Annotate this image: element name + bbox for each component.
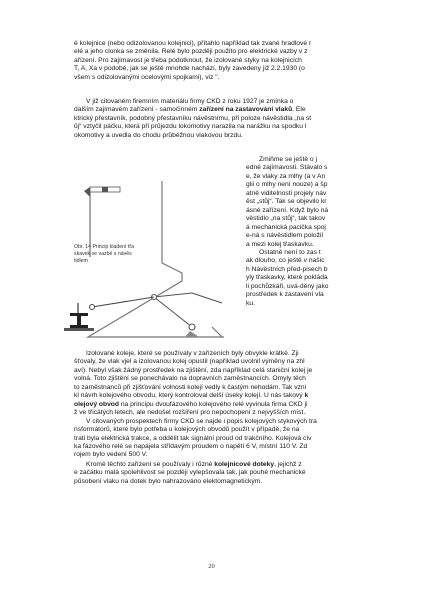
text-line: volná. Toto zjištění se ponechávalo na dopravních zaměstnancích. Omyly těch xyxy=(74,375,306,383)
text-line: e, že vlaky za mlhy (a v An xyxy=(246,172,326,180)
side-text xyxy=(246,156,354,308)
text-run: . Ele xyxy=(292,106,306,114)
text-run: kl návrh kolejového obvodu, který kontroloval delší úseky kolejí. U nás takový xyxy=(74,392,305,400)
paragraph-4 xyxy=(74,461,354,486)
text-line: ktrický přestavník, podobný přestavníku návěstnímu, při poloze návěstidla „na st xyxy=(74,114,312,122)
lever-mechanism xyxy=(152,293,223,337)
text-line: atně viditelnosti projely náv xyxy=(246,189,327,197)
text-line: e začátku malá spolehlivost se později vylepšovala tak, jak pouhé mechanické xyxy=(74,469,306,477)
text-line: ak dlouho, co ještě v našic xyxy=(246,257,325,265)
text-line: Ostatně není to zas t xyxy=(259,248,321,256)
text-line: šťovaly, že vlak vjel a izolovanou kolej opustil (například uvolnil výměny na zhl xyxy=(74,358,305,366)
page-number: 20 xyxy=(208,563,215,570)
text-run: Kromě těchto zařízení se používaly i různé xyxy=(86,461,215,468)
text-line xyxy=(74,401,354,409)
detonator-lever-icon xyxy=(72,297,154,315)
bold-term: kolejnicové doteky xyxy=(214,461,275,468)
text-line: ěst „stůj“. Tak se objevilo kr xyxy=(246,198,327,206)
text-line: ka fázového relé se napájela střídavým proudem o napětí 6 V, místní 110 V. Zd xyxy=(74,442,308,450)
text-line: působení vlaku na dotek bylo nahrazováno elektomagnetickým. xyxy=(74,477,263,485)
text-line: glii o mlhy není nouze) a šp xyxy=(246,181,328,189)
text-line: aví). Nebyl však žádný prostředek na zjištění, zda například celá staniční kolej je xyxy=(74,366,313,374)
text-line: T, A, Xa v podobě, jak se ještě mnohde nachází, byly zavedeny již 2.2.1930 (o xyxy=(74,65,305,73)
text-line: ku. xyxy=(246,299,255,307)
text-run: , jejichž z xyxy=(274,461,302,468)
figure-caption xyxy=(74,244,154,265)
text-line: věstidlo „na stůj“, tak takov xyxy=(246,215,326,223)
caption-line: skavek ve vazbě s návěs xyxy=(74,251,132,257)
text-line: ůj“ vztyčil páčku, která při průjezdu lokomotivy narazila na narážku na spodku l xyxy=(74,123,307,131)
text-line xyxy=(74,392,354,400)
text-line: Izolované koleje, které se používaly v zařízeních byly obvykle krátké. Zji xyxy=(86,350,299,357)
text-line: prostředek k zastavení vla xyxy=(246,291,324,299)
text-line: okomotivy a uvedla do chodu průběžnou vlakovou brzdu. xyxy=(74,131,243,139)
paragraph-2 xyxy=(74,98,354,140)
text-line: á mechanická pacička spoj xyxy=(246,223,326,231)
text-line: yly třaskavky, které pokláda xyxy=(246,274,328,282)
text-run: na principu dvoufázového kolejového relé vyvinula firma ČKD ji xyxy=(118,400,308,408)
bold-term: olejový obvod xyxy=(74,400,119,408)
bold-term: k xyxy=(304,392,309,400)
text-line: é kolejnice (nebo odizolovanou kolejnici), přítahlo například tak zvané hradlové r xyxy=(74,40,312,47)
text-run: dalším zajímavém zařízení - samočinném xyxy=(74,106,200,114)
caption-line: Obr. 14 Princip kladení třa xyxy=(74,244,134,250)
bold-term: zařízení na zastavování vlaků xyxy=(199,106,293,114)
text-line: li pochůzkáři, uvá-děny jako xyxy=(246,282,329,290)
paragraph-1 xyxy=(74,40,354,82)
text-line: V již citovaném firemním materiálu firmy ČKD z roku 1927 je zmínka o xyxy=(86,98,294,105)
text-line: rojem bylo vedení 500 V. xyxy=(74,451,148,459)
caption-line: tidlem xyxy=(74,258,88,264)
text-line: ásné zařízení. Když bylo ná xyxy=(246,206,329,214)
text-line: ařízení. Pro zajímavost je třeba podotknout, že izolované styky na kolejnicích xyxy=(74,56,302,64)
paragraph-3 xyxy=(74,350,354,460)
text-line: nsformátorů, které bylo potřeba u kolejových obvodů použít v případě, že na xyxy=(74,426,300,434)
rail-profile-icon xyxy=(64,313,94,331)
text-line: všem s odizolovanými ocelovými spojkami), viz ". xyxy=(74,73,220,81)
text-line: edné zajímavosti. Stávalo s xyxy=(246,164,328,172)
text-line xyxy=(74,461,354,469)
text-line: V citovaných prospektech firmy ČKD se najde i popis kolejových stykových tra xyxy=(86,417,317,425)
text-line: e-ná s návěstidlem položil xyxy=(246,232,323,240)
text-line: trati byla elektrická trakce, a oddělit tak signální proud od trakčního. Kolejová cív xyxy=(74,434,312,442)
text-line: to zaměstnanců při zjišťování volnosti kolejí vedly k častým nehodám. Tak vzni xyxy=(74,383,307,391)
text-line: elé a jeho clonka se změnila. Relé bylo později použito pro elektrické vazby v z xyxy=(74,48,308,56)
text-line: h Návěstních před-pisech b xyxy=(246,265,328,273)
text-line xyxy=(74,106,354,114)
text-line: Zmiňme se ještě o j xyxy=(259,156,317,163)
text-line: ž ve třicátých letech, ale nedošel rozšíření pro nepochopení z nejvyšších míst. xyxy=(74,409,306,417)
outline-shape xyxy=(212,327,222,337)
text-line: a mezi kolej třaskavku. xyxy=(246,240,314,248)
